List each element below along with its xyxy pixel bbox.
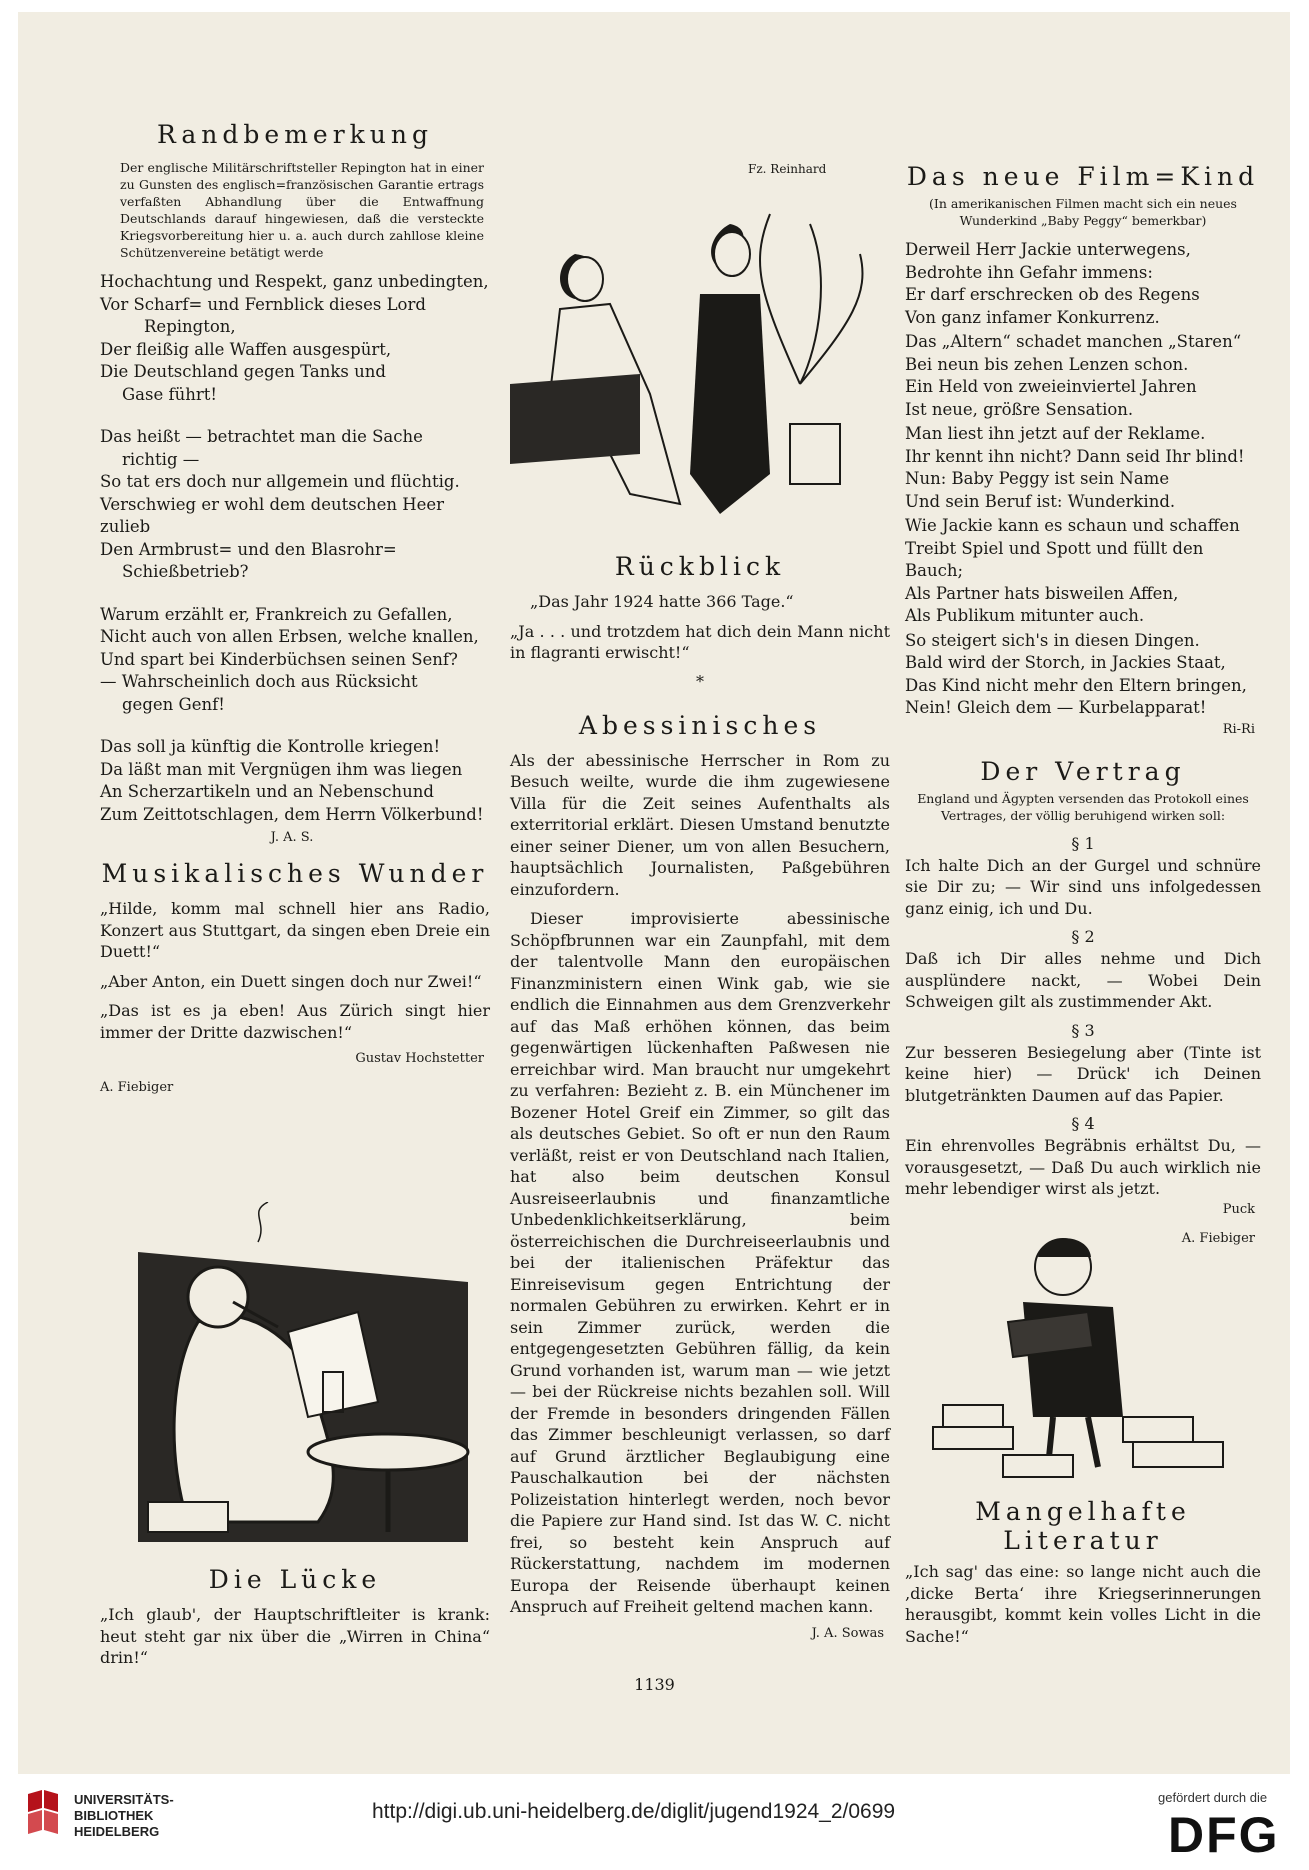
verse-line: Man liest ihn jetzt auf der Reklame. [905,424,1206,443]
magazine-page [18,12,1290,1774]
verse-line: gegen Genf! [122,694,225,714]
illustration-credit: A. Fiebiger [1181,1230,1255,1246]
signature-box [148,1502,228,1532]
verse-line: Ihr kennt ihn nicht? Dann seid Ihr blind! [905,446,1245,466]
abessinisches-title: Abessinisches [578,710,822,740]
randbemerkung-stanza-4 [100,736,490,826]
randbemerkung-stanza-3 [100,604,490,717]
digitization-footer [0,1774,1309,1870]
man-reading-newspaper-illustration [108,1202,488,1552]
filmkind-stanza-3 [905,423,1261,513]
verse-line: Und sein Beruf ist: Wunderkind. [905,491,1176,511]
verse-line: Schießbetrieb? [122,562,249,581]
filmkind-signature: Ri-Ri [1222,721,1255,737]
verse-line: Nein! Gleich dem — Kurbelapparat! [905,698,1207,717]
wunder-title: Musikalisches Wunder [101,859,489,888]
hair [1038,1238,1091,1257]
verse-line: Das soll ja künftig die Kontrolle kriegen! [100,737,441,756]
book-stack [933,1427,1013,1449]
paragraph-mark: § 1 [1071,833,1095,853]
abessinisches-signature: J. A. Sowas [811,1625,884,1641]
middle-column [510,552,890,1655]
verse-line: Nun: Baby Peggy ist sein Name [905,469,1170,488]
verse-line: Wie Jackie kann es schaun und schaffen [905,516,1240,535]
literatur-title: Mangelhafte Literatur [975,1497,1191,1555]
verse-line: Zum Zeittotschlagen, dem Herrn Völkerbund! [100,804,484,824]
abessinisches-paragraph: Als der abessinische Herrscher in Rom zu Besuch weilte, wurde die ihm zugewiesene Villa für die Zeit seines Aufenthalts als exterritorial erklärt. Diesen Umstand benutzte einer seiner Diener, um von allen Besuchern, hauptsächlich Journalisten, Paßgebühren einzufordern. [510,750,890,899]
logo-shape [44,1810,58,1834]
plant-pot [790,424,840,484]
verse-line: Nicht auch von allen Erbsen, welche knallen, [100,627,479,646]
randbemerkung-intro: Der englische Militärschriftsteller Repington hat in einer zu Gunsten des englisch=französischen Garantie ertrags verfaßten Abhandlung über die Entwaffnung Deutschlands darauf hingewiesen, daß die versteckte Kriegsvorbereitung hier u. a. auch durch zahllose kleine Schützenvereine betätigt werde [120,160,484,260]
dfg-logo: DFG [1168,1807,1280,1863]
book-stack [1123,1417,1193,1442]
head [188,1267,248,1327]
literatur-section [905,1497,1261,1655]
luecke-title: Die Lücke [208,1565,382,1594]
literatur-text: „Ich sag' das eine: so lange nicht auch die ‚dicke Berta‘ ihre Kriegserinnerungen herausgibt, kommt kein volles Licht in die Sache!“ [905,1562,1261,1646]
permalink-url[interactable]: http://digi.ub.uni-heidelberg.de/diglit/jugend1924_2/0699 [372,1800,896,1823]
wunder-signature: Gustav Hochstetter [355,1051,484,1066]
paragraph-mark: § 3 [1071,1020,1095,1040]
verse-line: richtig — [122,449,200,469]
randbemerkung-stanza-1 [100,271,490,406]
face-seated [567,257,603,301]
luecke-section [100,1565,490,1677]
filmkind-stanza-4 [905,515,1261,628]
verse-line: Das heißt — betrachtet man die Sache [100,427,423,446]
verse-line: Bedrohte ihn Gefahr immens: [905,262,1153,282]
logo-shape [44,1790,58,1812]
vertrag-clause: Ich halte Dich an der Gurgel und schnüre sie Dir zu; — Wir sind uns infolgedessen ganz einig, ich und Du. [905,855,1261,918]
verse-line: Derweil Herr Jackie unterwegens, [905,240,1191,259]
rueckblick-line: „Ja . . . und trotzdem hat dich dein Mann nicht in flagranti erwischt!“ [510,621,890,662]
verse-line: Hochachtung und Respekt, ganz unbedingten, [100,272,489,291]
rueckblick-title: Rückblick [614,552,786,581]
paragraph-mark: § 4 [1071,1114,1095,1133]
book-stack [1133,1442,1223,1467]
verse-line: Da läßt man mit Vergnügen ihm was liegen [100,759,463,779]
filmkind-title: Das neue Film=Kind [906,162,1260,191]
vertrag-clause: Ein ehrenvolles Begräbnis erhältst Du, — vorausgesetzt, — Daß Du auch wirklich nie mehr lebendiger wirst als jetzt. [905,1136,1261,1198]
funded-by-text: gefördert durch die [1158,1790,1268,1805]
sofa [510,374,640,464]
wunder-paragraph: „Aber Anton, ein Duett singen doch nur Zwei!“ [100,971,482,991]
filmkind-stanza-5 [905,630,1261,720]
verse-line: Warum erzählt er, Frankreich zu Gefallen, [100,604,453,624]
left-column [100,120,490,1095]
randbemerkung-title: Randbemerkung [156,120,433,149]
verse-line: Die Deutschland gegen Tanks und [100,362,386,381]
palm-leaves [760,214,863,384]
library-name-line: BIBLIOTHEK [74,1808,154,1823]
vertrag-intro: England und Ägypten versenden das Protokoll eines Vertrages, der völlig beruhigend wirken soll: [917,790,1249,823]
filmkind-intro: (In amerikanischen Filmen macht sich ein neues Wunderkind „Baby Peggy“ bemerkbar) [929,196,1237,228]
logo-shape [28,1790,42,1812]
illustration-credit: A. Fiebiger [100,1080,174,1095]
vertrag-clause: Zur besseren Besiegelung aber (Tinte ist keine hier) — Drück' ich Deinen blutgetränkten Daumen auf das Papier. [905,1042,1261,1105]
verse-line: Bei neun bis zehen Lenzen schon. [905,354,1189,374]
library-name [74,1792,174,1840]
verse-line: Verschwieg er wohl dem deutschen Heer zulieb [100,494,445,536]
verse-line: Den Armbrust= und den Blasrohr= [100,539,397,559]
wunder-paragraph: „Hilde, komm mal schnell hier ans Radio, Konzert aus Stuttgart, da singen eben Dreie ein Duett!“ [100,899,490,961]
vertrag-title: Der Vertrag [980,756,1186,786]
paragraph-mark: § 2 [1071,927,1095,946]
verse-line: Gase führt! [122,384,218,404]
verse-line: An Scherzartikeln und an Nebenschund [100,782,434,801]
verse-line: Das „Altern“ schadet manchen „Staren“ [905,332,1242,351]
verse-line: Ein Held von zweieinviertel Jahren [905,377,1197,396]
smoke [258,1202,268,1242]
cafe-table [308,1434,468,1470]
verse-line: Von ganz infamer Konkurrenz. [905,307,1160,327]
verse-line: Er darf erschrecken ob des Regens [905,285,1200,304]
right-column [905,162,1261,1260]
verse-line: Und spart bei Kinderbüchsen seinen Senf? [100,649,458,669]
book-stack [1003,1455,1073,1477]
verse-line: Ist neue, größre Sensation. [905,399,1134,419]
randbemerkung-stanza-2 [100,426,490,584]
randbemerkung-signature: J. A. S. [270,830,314,845]
illustration-credit: Fz. Reinhard [748,162,827,176]
luecke-text: „Ich glaub', der Hauptschriftleiter is krank: heut steht gar nix über die „Wirren in China“ drin!“ [100,1605,490,1667]
verse-line: Treibt Spiel und Spott und füllt den Bauch; [905,538,1204,580]
verse-line: So steigert sich's in diesen Dingen. [905,630,1200,650]
library-name-line: UNIVERSITÄTS- [74,1792,174,1807]
verse-line: Repington, [144,317,236,336]
verse-line: Das Kind nicht mehr den Eltern bringen, [905,675,1247,695]
vertrag-clause: Daß ich Dir alles nehme und Dich ausplündere nackt, — Wobei Dein Schweigen gilt als zustimmender Akt. [905,949,1261,1011]
section-separator: * [696,671,704,691]
filmkind-stanza-1 [905,239,1261,329]
verse-line: Als Publikum mitunter auch. [905,606,1145,625]
filmkind-stanza-2 [905,331,1261,421]
two-women-salon-illustration [500,174,890,542]
page-number: 1139 [634,1675,675,1694]
library-name-line: HEIDELBERG [74,1824,160,1839]
verse-line: So tat ers doch nur allgemein und flüchtig. [100,472,460,491]
verse-line: Bald wird der Storch, in Jackies Staat, [905,653,1226,672]
logo-shape [28,1810,42,1834]
verse-line: Der fleißig alle Waffen ausgespürt, [100,339,392,359]
rueckblick-line: „Das Jahr 1924 hatte 366 Tage.“ [530,592,794,611]
verse-line: — Wahrscheinlich doch aus Rücksicht [100,672,418,691]
verse-line: Vor Scharf= und Fernblick dieses Lord [100,294,426,314]
abessinisches-paragraph: Dieser improvisierte abessinische Schöpfbrunnen war ein Zaunpfahl, mit dem der talentvolle Mann den europäischen Finanzministern einen Wink gab, wie sie endlich die Einnahmen aus dem Grenzverkehr auf das Maß erhöhen können, das beim gegenwärtigen lückenhaften Paßwesen nie erreichbar wird. Man braucht nur umgekehrt zu verfahren: Bezieht z. B. ein Münchener im Bozener Hotel Greif ein Zimmer, so gilt das als deutsches Gebiet. So oft er nun den Raum verläßt, reist er von Deutschland nach Italien, hat also beim deutschen Konsul Ausreiseerlaubnis und finanzamtliche Unbedenklichkeitserklärung, beim österreichischen die Durchreiseerlaubnis und bei der italienischen Präfektur das Einreisevisum gegen Entrichtung der normalen Gebühren zu erwirken. Kehrt er in sein Zimmer zurück, werden die entgegengesetzten Gebühren fällig, da kein Grund vorhanden ist, warum man — wie jetzt — bei der Rückreise nichts bezahlen soll. Will der Fremde in besonders dringenden Fällen das Zimmer beschleunigt verlassen, so darf auf Grund ärztlicher Beglaubigung eine Pauschalkaution bei der nächsten Polizeistation hinterlegt werden, noch bevor die Papiere zur Hand sind. Ist das W. C. nicht frei, so besteht kein Anspruch auf Rückerstattung, nachdem im modernen Europa der Reisende überhaupt keinen Anspruch auf Freiheit geltend machen kann. [510,909,890,1616]
verse-line: Als Partner hats bisweilen Affen, [905,583,1179,603]
man-reading-book-illustration [913,1227,1258,1492]
university-library-logo-icon [20,1788,66,1838]
face-standing [714,232,750,276]
book-stack [943,1405,1003,1427]
dress-standing [690,294,770,514]
vertrag-signature: Puck [1222,1201,1255,1217]
wunder-paragraph: „Das ist es ja eben! Aus Zürich singt hier immer der Dritte dazwischen!“ [100,1001,490,1042]
